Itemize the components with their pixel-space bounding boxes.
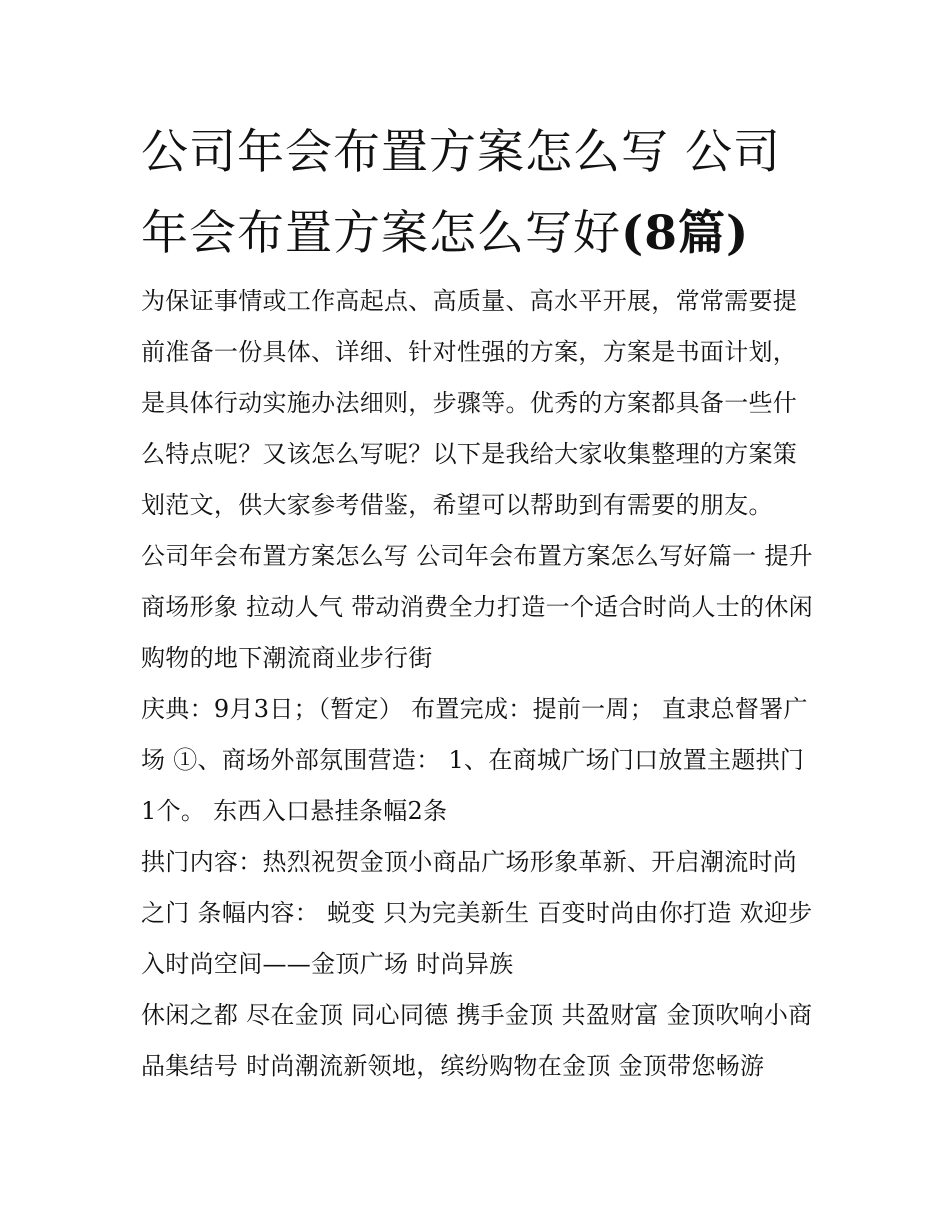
title-text: 公司年会布置方案怎么写 公司年会布置方案怎么写好 <box>141 125 781 261</box>
paragraph-schedule: 庆典：9月3日；（暂定） 布置完成：提前一周； 直隶总督署广场 ①、商场外部氛围营造： 1、在商城广场门口放置主题拱门1个。 东西入口悬挂条幅2条 <box>141 695 808 825</box>
document-title <box>141 112 816 274</box>
paragraph-arch-content: 拱门内容：热烈祝贺金顶小商品广场形象革新、开启潮流时尚之门 条幅内容： 蜕变 只为完美新生 百变时尚由你打造 欢迎步入时尚空间——金顶广场 时尚异族 <box>141 848 813 978</box>
paragraph-slogans: 休闲之都 尽在金顶 同心同德 携手金顶 共盈财富 金顶吹响小商品集结号 时尚潮流新领地，缤纷购物在金顶 金顶带您畅游 <box>141 1001 813 1080</box>
document-body <box>141 276 816 1092</box>
document-content <box>141 112 816 1092</box>
title-count: (8篇) <box>621 206 750 261</box>
paragraph-section-heading: 公司年会布置方案怎么写 公司年会布置方案怎么写好篇一 提升商场形象 拉动人气 带动消费全力打造一个适合时尚人士的休闲购物的地下潮流商业步行街 <box>141 542 813 672</box>
paragraph-intro: 为保证事情或工作高起点、高质量、高水平开展，常常需要提前准备一份具体、详细、针对性强的方案，方案是书面计划，是具体行动实施办法细则，步骤等。优秀的方案都具备一些什么特点呢？又该怎么写呢？以下是我给大家收集整理的方案策划范文，供大家参考借鉴，希望可以帮助到有需要的朋友。 <box>141 287 798 519</box>
